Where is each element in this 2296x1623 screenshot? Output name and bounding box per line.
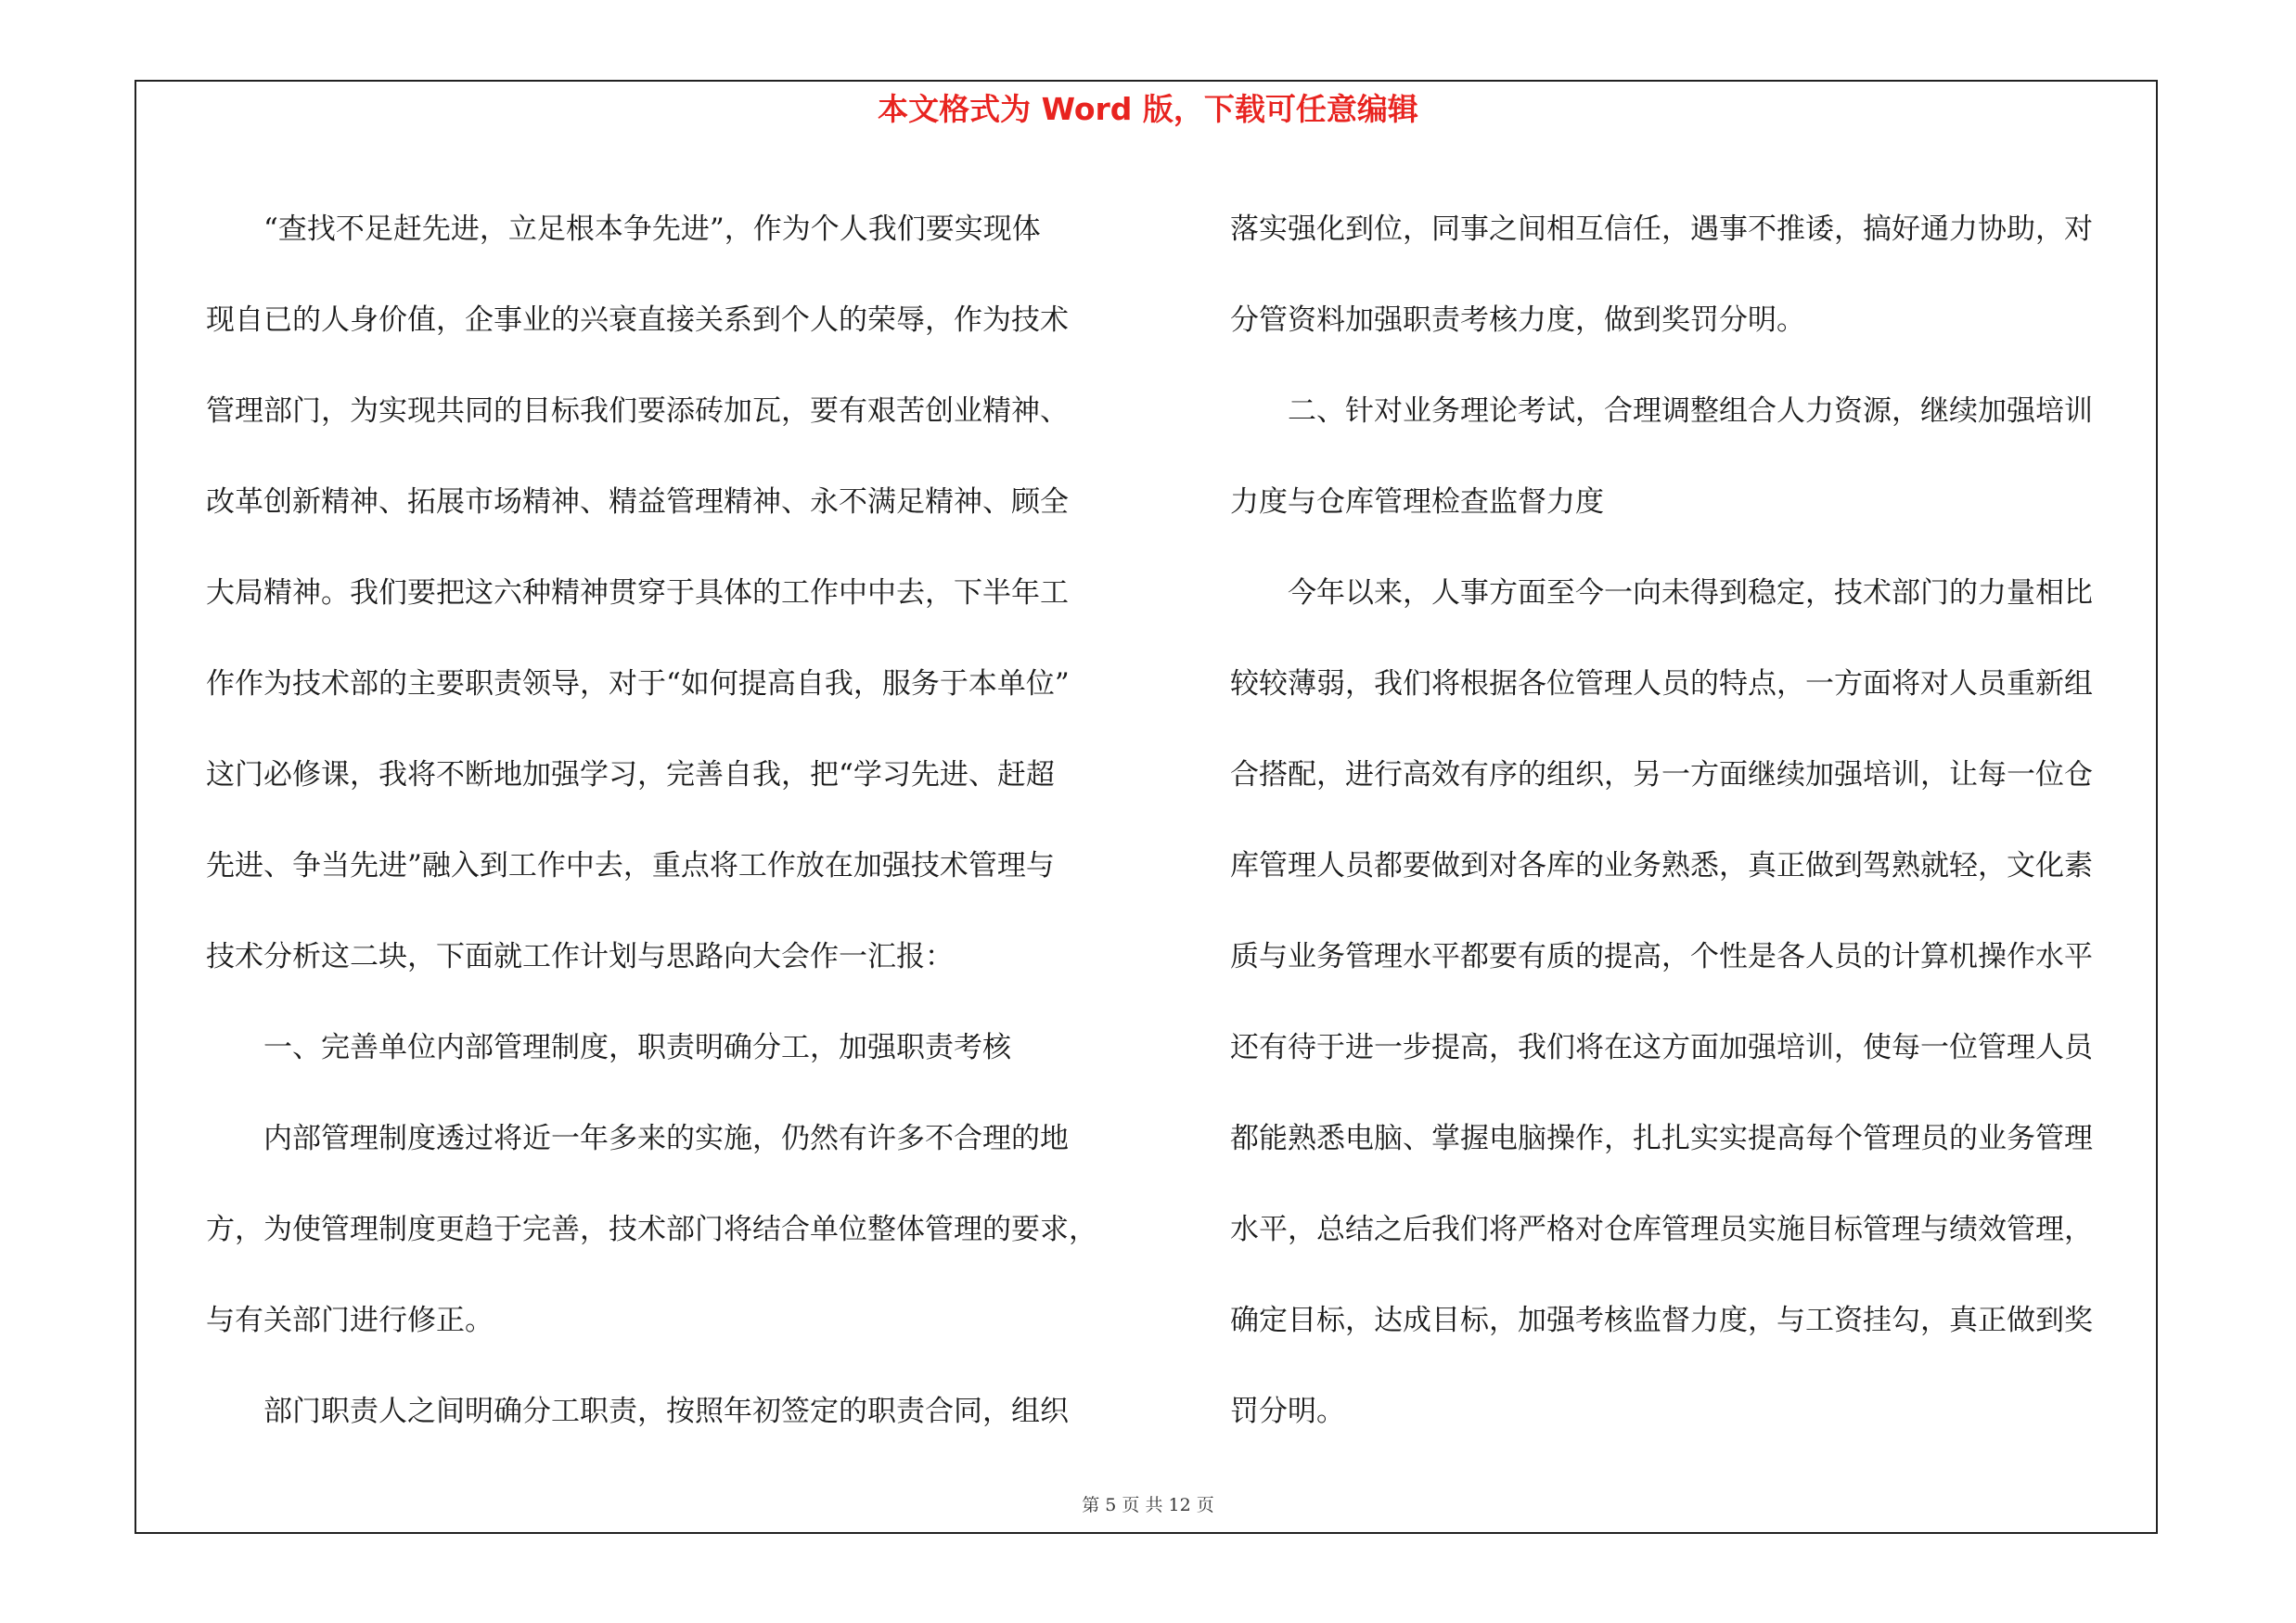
text-line: 合搭配，进行高效有序的组织，另一方面继续加强培训，让每一位仓 [1230, 758, 2093, 792]
text-line: 这门必修课，我将不断地加强学习，完善自我，把“学习先进、赶超 [206, 758, 1055, 792]
text-line: 水平，总结之后我们将严格对仓库管理员实施目标管理与绩效管理， [1230, 1213, 2093, 1246]
text-line: 罚分明。 [1230, 1395, 1345, 1428]
text-line: 部门职责人之间明确分工职责，按照年初签定的职责合同，组织 [206, 1395, 1069, 1428]
text-line: 今年以来，人事方面至今一向未得到稳定，技术部门的力量相比 [1230, 576, 2093, 610]
section-heading-2: 二、针对业务理论考试，合理调整组合人力资源，继续加强培训 [1230, 394, 2093, 428]
text-line: 库管理人员都要做到对各库的业务熟悉，真正做到驾熟就轻，文化素 [1230, 849, 2093, 882]
text-line: 改革创新精神、拓展市场精神、精益管理精神、永不满足精神、顾全 [206, 485, 1069, 519]
header-banner: 本文格式为 Word 版，下载可任意编辑 [878, 91, 1418, 127]
text-line: 较较薄弱，我们将根据各位管理人员的特点，一方面将对人员重新组 [1230, 667, 2093, 701]
text-line: 作作为技术部的主要职责领导，对于“如何提高自我，服务于本单位” [206, 667, 1070, 701]
text-line: 确定目标，达成目标，加强考核监督力度，与工资挂勾，真正做到奖 [1230, 1304, 2093, 1337]
text-line: 力度与仓库管理检查监督力度 [1230, 485, 1604, 519]
text-line: 都能熟悉电脑、掌握电脑操作，扎扎实实提高每个管理员的业务管理 [1230, 1122, 2093, 1155]
text-line: 还有待于进一步提高，我们将在这方面加强培训，使每一位管理人员 [1230, 1031, 2093, 1064]
section-heading-1: 一、完善单位内部管理制度，职责明确分工，加强职责考核 [206, 1031, 1011, 1064]
text-line: 方，为使管理制度更趋于完善，技术部门将结合单位整体管理的要求， [206, 1213, 1097, 1246]
page-number-footer: 第 5 页 共 12 页 [1082, 1495, 1214, 1515]
text-line: 内部管理制度透过将近一年多来的实施，仍然有许多不合理的地 [206, 1122, 1069, 1155]
text-line: 落实强化到位，同事之间相互信任，遇事不推诿，搞好通力协助，对 [1230, 213, 2093, 246]
text-line: 分管资料加强职责考核力度，做到奖罚分明。 [1230, 303, 1805, 337]
text-line: “查找不足赶先进，立足根本争先进”，作为个人我们要实现体 [206, 213, 1041, 246]
text-line: 大局精神。我们要把这六种精神贯穿于具体的工作中中去，下半年工 [206, 576, 1069, 610]
right-text-column [1230, 184, 2148, 1457]
text-line: 与有关部门进行修正。 [206, 1304, 494, 1337]
text-line: 技术分析这二块，下面就工作计划与思路向大会作一汇报： [206, 940, 954, 973]
text-line: 质与业务管理水平都要有质的提高，个性是各人员的计算机操作水平 [1230, 940, 2093, 973]
text-line: 管理部门，为实现共同的目标我们要添砖加瓦，要有艰苦创业精神、 [206, 394, 1069, 428]
left-text-column [206, 184, 1124, 1457]
text-line: 先进、争当先进”融入到工作中去，重点将工作放在加强技术管理与 [206, 849, 1055, 882]
text-line: 现自已的人身价值，企事业的兴衰直接关系到个人的荣辱，作为技术 [206, 303, 1069, 337]
